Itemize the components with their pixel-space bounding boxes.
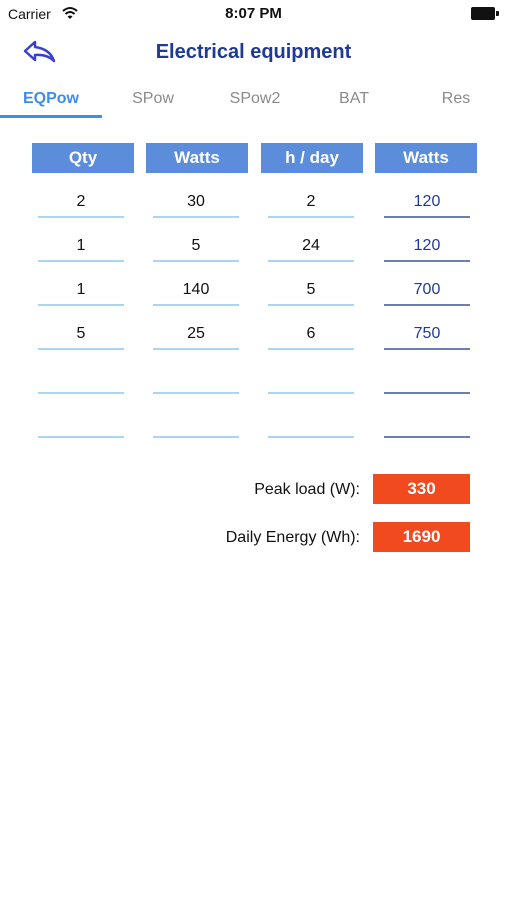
watts-field[interactable]: 25 [153, 322, 239, 350]
tab-bat[interactable]: BAT [339, 90, 369, 107]
qty-field[interactable]: 1 [38, 234, 124, 262]
qty-field[interactable]: 2 [38, 190, 124, 218]
column-header-total-watts: Watts [375, 143, 477, 173]
total-watts-value [384, 366, 470, 394]
peak-load-value: 330 [373, 474, 470, 504]
daily-energy-value: 1690 [373, 522, 470, 552]
column-header-watts: Watts [146, 143, 248, 173]
total-watts-value: 750 [384, 322, 470, 350]
tab-res[interactable]: Res [441, 90, 471, 107]
watts-field[interactable] [153, 410, 239, 438]
active-tab-indicator [0, 115, 102, 118]
status-bar [0, 0, 507, 28]
watts-field[interactable]: 5 [153, 234, 239, 262]
qty-field[interactable] [38, 366, 124, 394]
battery-icon [471, 7, 499, 20]
qty-field[interactable] [38, 410, 124, 438]
column-header-qty: Qty [32, 143, 134, 173]
qty-field[interactable]: 1 [38, 278, 124, 306]
tab-bar [0, 86, 507, 118]
tab-spow2[interactable]: SPow2 [229, 90, 281, 107]
hours-field[interactable]: 6 [268, 322, 354, 350]
watts-field[interactable]: 140 [153, 278, 239, 306]
hours-field[interactable]: 5 [268, 278, 354, 306]
carrier-label: Carrier [8, 6, 51, 22]
qty-field[interactable]: 5 [38, 322, 124, 350]
column-header-hours-per-day: h / day [261, 143, 363, 173]
total-watts-value [384, 410, 470, 438]
total-watts-value: 120 [384, 190, 470, 218]
hours-field[interactable]: 2 [268, 190, 354, 218]
page-title: Electrical equipment [155, 41, 352, 63]
total-watts-value: 700 [384, 278, 470, 306]
watts-field[interactable]: 30 [153, 190, 239, 218]
daily-energy-label: Daily Energy (Wh): [225, 529, 360, 546]
tab-spow[interactable]: SPow [132, 90, 174, 107]
hours-field[interactable] [268, 366, 354, 394]
tab-eqpow[interactable]: EQPow [22, 90, 79, 107]
hours-field[interactable] [268, 410, 354, 438]
total-watts-value: 120 [384, 234, 470, 262]
status-time: 8:07 PM [225, 5, 282, 22]
hours-field[interactable]: 24 [268, 234, 354, 262]
watts-field[interactable] [153, 366, 239, 394]
peak-load-label: Peak load (W): [254, 481, 360, 498]
